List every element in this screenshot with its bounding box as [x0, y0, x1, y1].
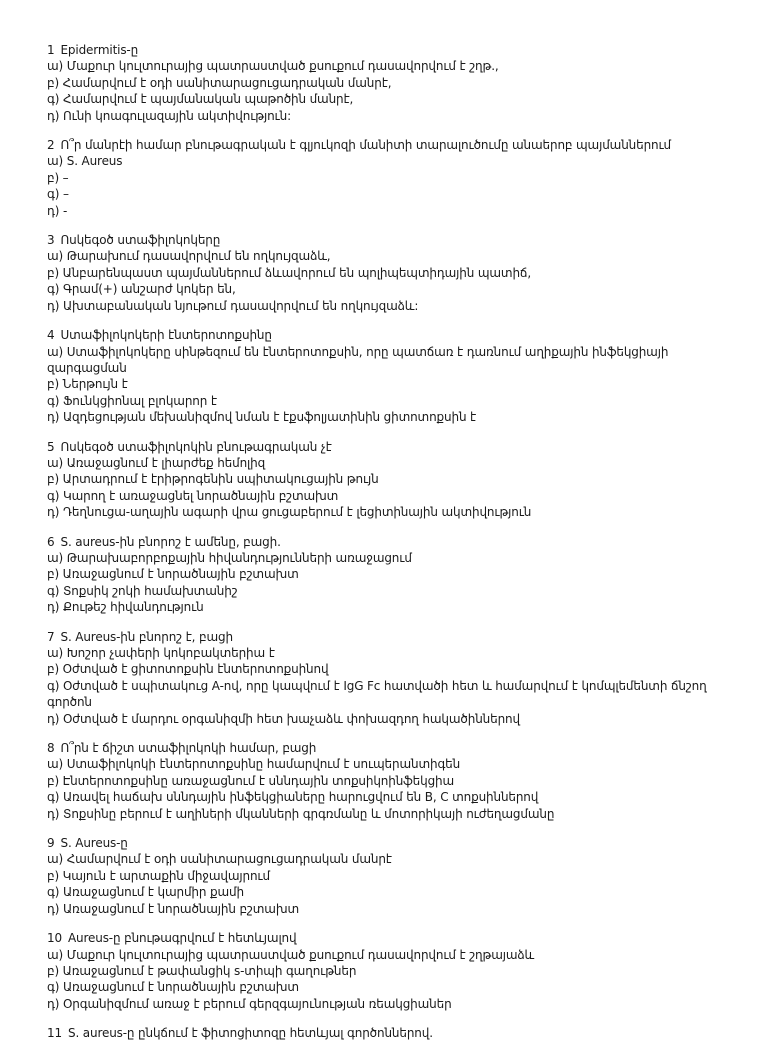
question-text: Ստաֆիլոկոկերի էնտերոտոքսինը [60, 328, 272, 343]
answer-option: դ) Օրգանիզմում առաջ է բերում գերզգայունության ռեակցիաներ [47, 996, 452, 1011]
question-number: 10 [47, 931, 62, 946]
answer-option: բ) Անբարենպաստ պայմաններում ձևավորում են պոլիպեպտիդային պատիճ, [47, 265, 531, 280]
question-number: 11 [47, 1026, 62, 1041]
question-text: Aureus-ը բնութագրվում է հետևյալով [67, 931, 297, 946]
document-page [47, 42, 747, 1055]
question-title [47, 835, 747, 851]
question-block [47, 740, 747, 822]
question-text: S. Aureus-ին բնորոշ է, բացի [60, 629, 233, 644]
question-title [47, 137, 747, 153]
question-text: Epidermitis-ը [60, 43, 139, 57]
answer-option: ա) Մաքուր կուլտուրայից պատրաստված քսուքում դասավորվում է շղթայաձև [47, 947, 535, 962]
question-block [47, 835, 747, 917]
answer-option: բ) Առաջացնում է նորածնային բշտախտ [47, 567, 299, 582]
question-block [47, 629, 747, 727]
answer-option: ա) Խոշոր չափերի կոկոբակտերիա է [47, 646, 275, 660]
answer-option: բ) – [47, 170, 69, 185]
answer-option: գ) Համարվում է պայմանական պաթոծին մանրէ, [47, 92, 354, 107]
question-title [47, 439, 747, 455]
question-block [47, 534, 747, 616]
answer-option: բ) Օժտված է ցիտոտոքսին էնտերոտոքսինով [47, 662, 329, 677]
answer-option: ա) Թարախում դասավորվում են ողկույզաձև, [47, 249, 331, 264]
question-title [47, 930, 747, 946]
question-number: 1 [47, 43, 55, 57]
answer-option: ա) Համարվում է օդի սանիտարացուցադրական մանրէ [47, 852, 392, 867]
answer-option: դ) Օժտված է մարդու օրգանիզմի հետ խաչաձև փոխազդող հակածիններով [47, 711, 520, 726]
question-block [47, 930, 747, 1012]
answer-option: բ) Ներթույն է [47, 377, 128, 392]
answer-option: ա) S. Aureus [47, 154, 123, 169]
answer-option: գ) Ֆունկցիոնալ բլոկարոր է [47, 393, 217, 408]
answer-option: բ) Համարվում է օդի սանիտարացուցադրական մանրէ, [47, 75, 392, 90]
question-text: Ո՞րն է ճիշտ ստաֆիլոկոկի համար, բացի [60, 741, 317, 756]
question-block [47, 42, 747, 124]
answer-option: դ) Տոքսինը բերում է աղիների մկանների գրգռմանը և մոտորիկայի ուժեղացմանը [47, 806, 555, 821]
question-title [47, 327, 747, 343]
question-text: S. aureus-ը ընկճում է ֆիտոցիտոզը հետևյալ գործոններով. [67, 1026, 433, 1041]
question-text: Ոսկեգօծ ստաֆիլոկոկերը [60, 233, 221, 248]
answer-option: բ) Կայուն է արտաքին միջավայրում [47, 868, 270, 883]
answer-option: դ) Ախտաբանական նյութում դասավորվում են ողկույզաձև: [47, 298, 419, 313]
question-text: Ո՞ր մանրէի համար բնութագրական է գլյուկոզի մանիտի տարալուծումը անաերոբ պայմաններում [60, 138, 671, 153]
answer-option: ա) Թարախաբորբոքային հիվանդությունների առաջացում [47, 550, 412, 565]
answer-option: գ) Օժտված է սպիտակուց A-ով, որը կապվում է IgG Fc հատվածի հետ և համարվում է կոմպլեմենտի ճնշող գործոն [47, 678, 707, 710]
question-title [47, 740, 747, 756]
answer-option: ա) Ստաֆիլոկոկերը սինթեզում են էնտերոտոքսին, որը պատճառ է դառնում աղիքային ինֆեկցիայի զարգացման [47, 344, 669, 375]
question-block [47, 439, 747, 521]
question-number: 7 [47, 629, 55, 644]
answer-option: գ) Առավել հաճախ սննդային ինֆեկցիաները հարուցվում են B, C տոքսիններով [47, 790, 539, 805]
question-number: 5 [47, 439, 55, 454]
answer-option: գ) Առաջացնում է նորածնային բշտախտ [47, 980, 299, 995]
answer-option: դ) Քութեշ հիվանդություն [47, 600, 204, 615]
answer-option: բ) Առաջացնում է թափանցիկ s-տիպի գաղութներ [47, 963, 357, 978]
question-number: 9 [47, 836, 55, 851]
answer-option: դ) Դեղնուցա-աղային ագարի վրա ցուցաբերում է լեցիտինային ակտիվություն [47, 505, 532, 520]
answer-option: դ) Ունի կոագուլազային ակտիվություն: [47, 108, 291, 123]
question-number: 3 [47, 233, 55, 248]
answer-option: գ) Տոքսիկ շոկի համախտանիշ [47, 583, 238, 598]
question-text: S. Aureus-ը [60, 836, 128, 851]
question-block [47, 1025, 747, 1041]
answer-option: բ) Արտադրում է էրիթրոգենին սպիտակուցային թույն [47, 472, 379, 487]
answer-option: գ) Առաջացնում է կարմիր քամի [47, 885, 244, 900]
question-title [47, 1025, 747, 1041]
answer-option: գ) – [47, 187, 69, 202]
question-number: 8 [47, 741, 55, 756]
question-title [47, 42, 747, 58]
answer-option: ա) Մաքուր կուլտուրայից պատրաստված քսուքում դասավորվում է շղթ., [47, 59, 499, 74]
answer-option: դ) Ազդեցության մեխանիզմով նման է էքսֆոլյատինին ցիտոտոքսին է [47, 410, 477, 425]
answer-option: դ) Առաջացնում է նորածնային բշտախտ [47, 901, 299, 916]
question-block [47, 137, 747, 219]
answer-option: գ) Գրամ(+) անշարժ կոկեր են, [47, 282, 236, 297]
answer-option: բ) Էնտերոտոքսինը առաջացնում է սննդային տոքսիկոինֆեկցիա [47, 773, 455, 788]
question-block [47, 327, 747, 425]
answer-option: դ) - [47, 203, 68, 218]
question-title [47, 534, 747, 550]
question-number: 2 [47, 138, 55, 153]
question-text: Ոսկեգօծ ստաֆիլոկոկին բնութագրական չէ [60, 439, 332, 454]
answer-option: ա) Առաջացնում է լիարժեք հեմոլիզ [47, 455, 266, 470]
question-number: 6 [47, 534, 55, 549]
question-block [47, 232, 747, 314]
question-title [47, 629, 747, 645]
answer-option: գ) Կարող է առաջացնել նորածնային բշտախտ [47, 488, 339, 503]
question-text: S. aureus-ին բնորոշ է ամենը, բացի. [60, 534, 281, 549]
question-number: 4 [47, 328, 55, 343]
answer-option: ա) Ստաֆիլոկոկի էնտերոտոքսինը համարվում է սուպերանտիգեն [47, 757, 461, 772]
question-title [47, 232, 747, 248]
